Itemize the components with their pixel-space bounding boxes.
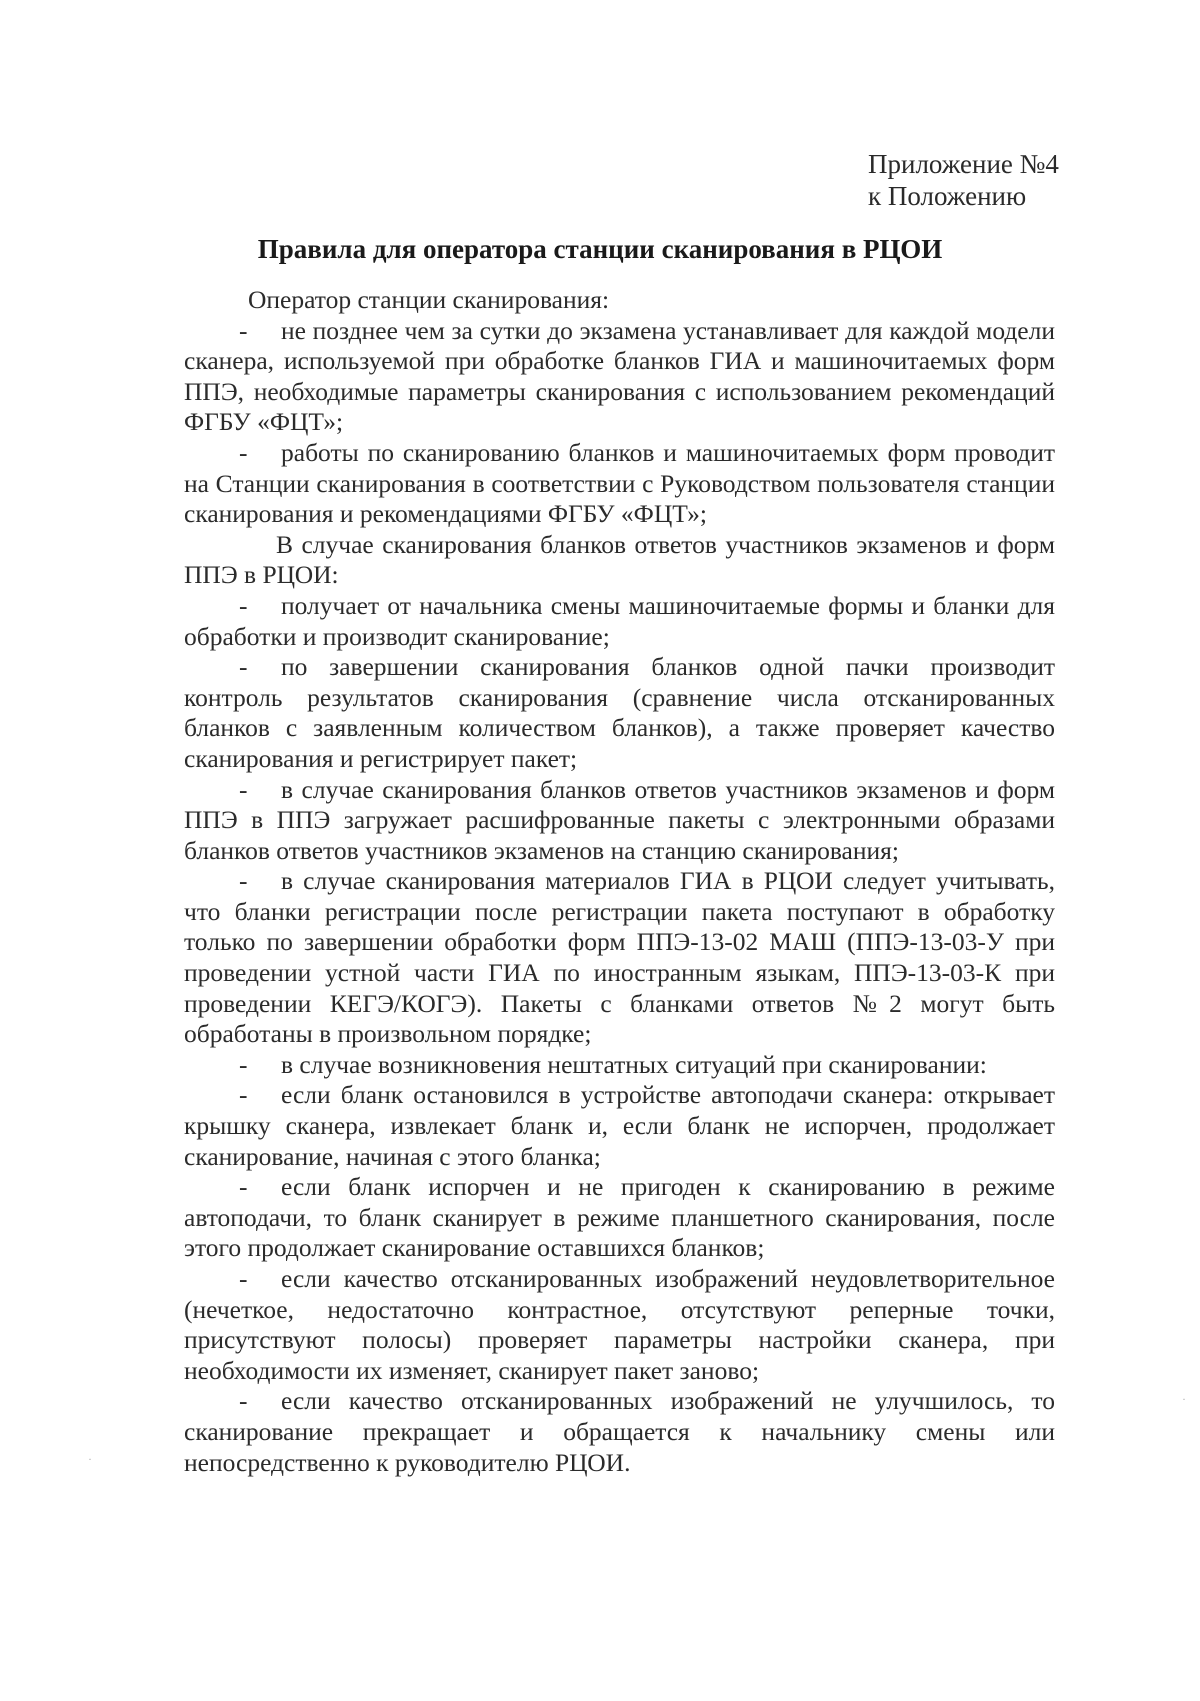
bullet-dash: -: [239, 1080, 248, 1110]
list-item-text: если бланк остановился в устройстве автоподачи сканера: открывает крышку сканера, извлекает бланк и, если бланк не испорчен, продолжает сканирование, начиная с этого бланка;: [184, 1080, 1055, 1171]
list-item-text: в случае возникновения нештатных ситуаций при сканировании:: [281, 1049, 987, 1079]
list-item-text: получает от начальника смены машиночитаемые формы и бланки для обработки и производит сканирование;: [184, 590, 1055, 651]
bullet-dash: -: [239, 1386, 248, 1416]
list-item: [184, 316, 1055, 438]
bullet-dash: -: [239, 315, 248, 345]
scan-speck: ·: [1182, 1392, 1186, 1406]
bullet-dash: -: [239, 652, 248, 682]
list-item-text: не позднее чем за сутки до экзамена устанавливает для каждой модели сканера, используемой при обработке бланков ГИА и машиночитаемых форм ППЭ, необходимые параметры сканирования с использованием рекомендаций ФГБУ «ФЦТ»;: [184, 315, 1055, 437]
list-item: [184, 1172, 1055, 1264]
list-item: [184, 866, 1055, 1050]
list-item: [184, 591, 1055, 652]
bullet-dash: -: [239, 437, 248, 467]
appendix-regulation: к Положению: [868, 181, 1027, 211]
bullet-dash: -: [239, 774, 248, 804]
list-item-text: в случае сканирования материалов ГИА в РЦОИ следует учитывать, что бланки регистрации после регистрации пакета поступают в обработку только по завершении обработки форм ППЭ-13-02 МАШ (ППЭ-13-03-У при проведении устной части ГИА по иностранным языкам, ППЭ-13-03-К при проведении КЕГЭ/КОГЭ). Пакеты с бланками ответов №2 могут быть обработаны в произвольном порядке;: [184, 866, 1055, 1049]
list-item: [184, 1080, 1055, 1172]
list-item-text: если качество отсканированных изображений неудовлетворительное (нечеткое, недостаточно контрастное, отсутствуют реперные точки, присутствуют полосы) проверяет параметры настройки сканера, при необходимости их изменяет, сканирует пакет заново;: [184, 1264, 1055, 1385]
bullet-dash: -: [239, 1049, 248, 1079]
appendix-number: Приложение №4: [868, 149, 1059, 179]
bullet-dash: -: [239, 1264, 248, 1293]
list-item-text: по завершении сканирования бланков одной пачки производит контроль результатов сканирования (сравнение числа отсканированных бланков с заявленным количеством бланков), а также проверяет качество сканирования и регистрирует пакет;: [184, 652, 1055, 773]
appendix-reference: [868, 148, 1059, 212]
list-item-text: если бланк испорчен и не пригоден к сканированию в режиме автоподачи, то бланк сканирует в режиме планшетного сканирования, после этого продолжает сканирование оставшихся бланков;: [184, 1172, 1055, 1263]
list-item: [184, 775, 1055, 867]
bullet-dash: -: [239, 590, 248, 620]
document-title: Правила для оператора станции сканирования в РЦОИ: [257, 234, 943, 264]
bullet-dash: -: [239, 866, 248, 896]
list-item: [184, 1050, 1055, 1081]
case-intro-paragraph: В случае сканирования бланков ответов участников экзаменов и форм ППЭ в РЦОИ:: [184, 529, 1055, 590]
scan-speck: ·: [88, 1452, 92, 1466]
bullet-dash: -: [239, 1172, 248, 1202]
intro-paragraph: Оператор станции сканирования:: [248, 285, 610, 314]
list-item: [184, 1386, 1055, 1478]
list-item: [184, 1264, 1055, 1386]
list-item: [184, 438, 1055, 530]
list-item: [184, 652, 1055, 774]
list-item-text: работы по сканированию бланков и машиночитаемых форм проводит на Станции сканирования в соответствии с Руководством пользователя станции сканирования и рекомендациями ФГБУ «ФЦТ»;: [184, 437, 1055, 529]
list-item-text: в случае сканирования бланков ответов участников экзаменов и форм ППЭ в ППЭ загружает расшифрованные пакеты с электронными образами бланков ответов участников экзаменов на станцию сканирования;: [184, 774, 1055, 865]
list-item-text: если качество отсканированных изображений не улучшилось, то сканирование прекращает и обращается к начальнику смены или непосредственно к руководителю РЦОИ.: [184, 1386, 1055, 1477]
document-body: [184, 285, 1055, 1478]
